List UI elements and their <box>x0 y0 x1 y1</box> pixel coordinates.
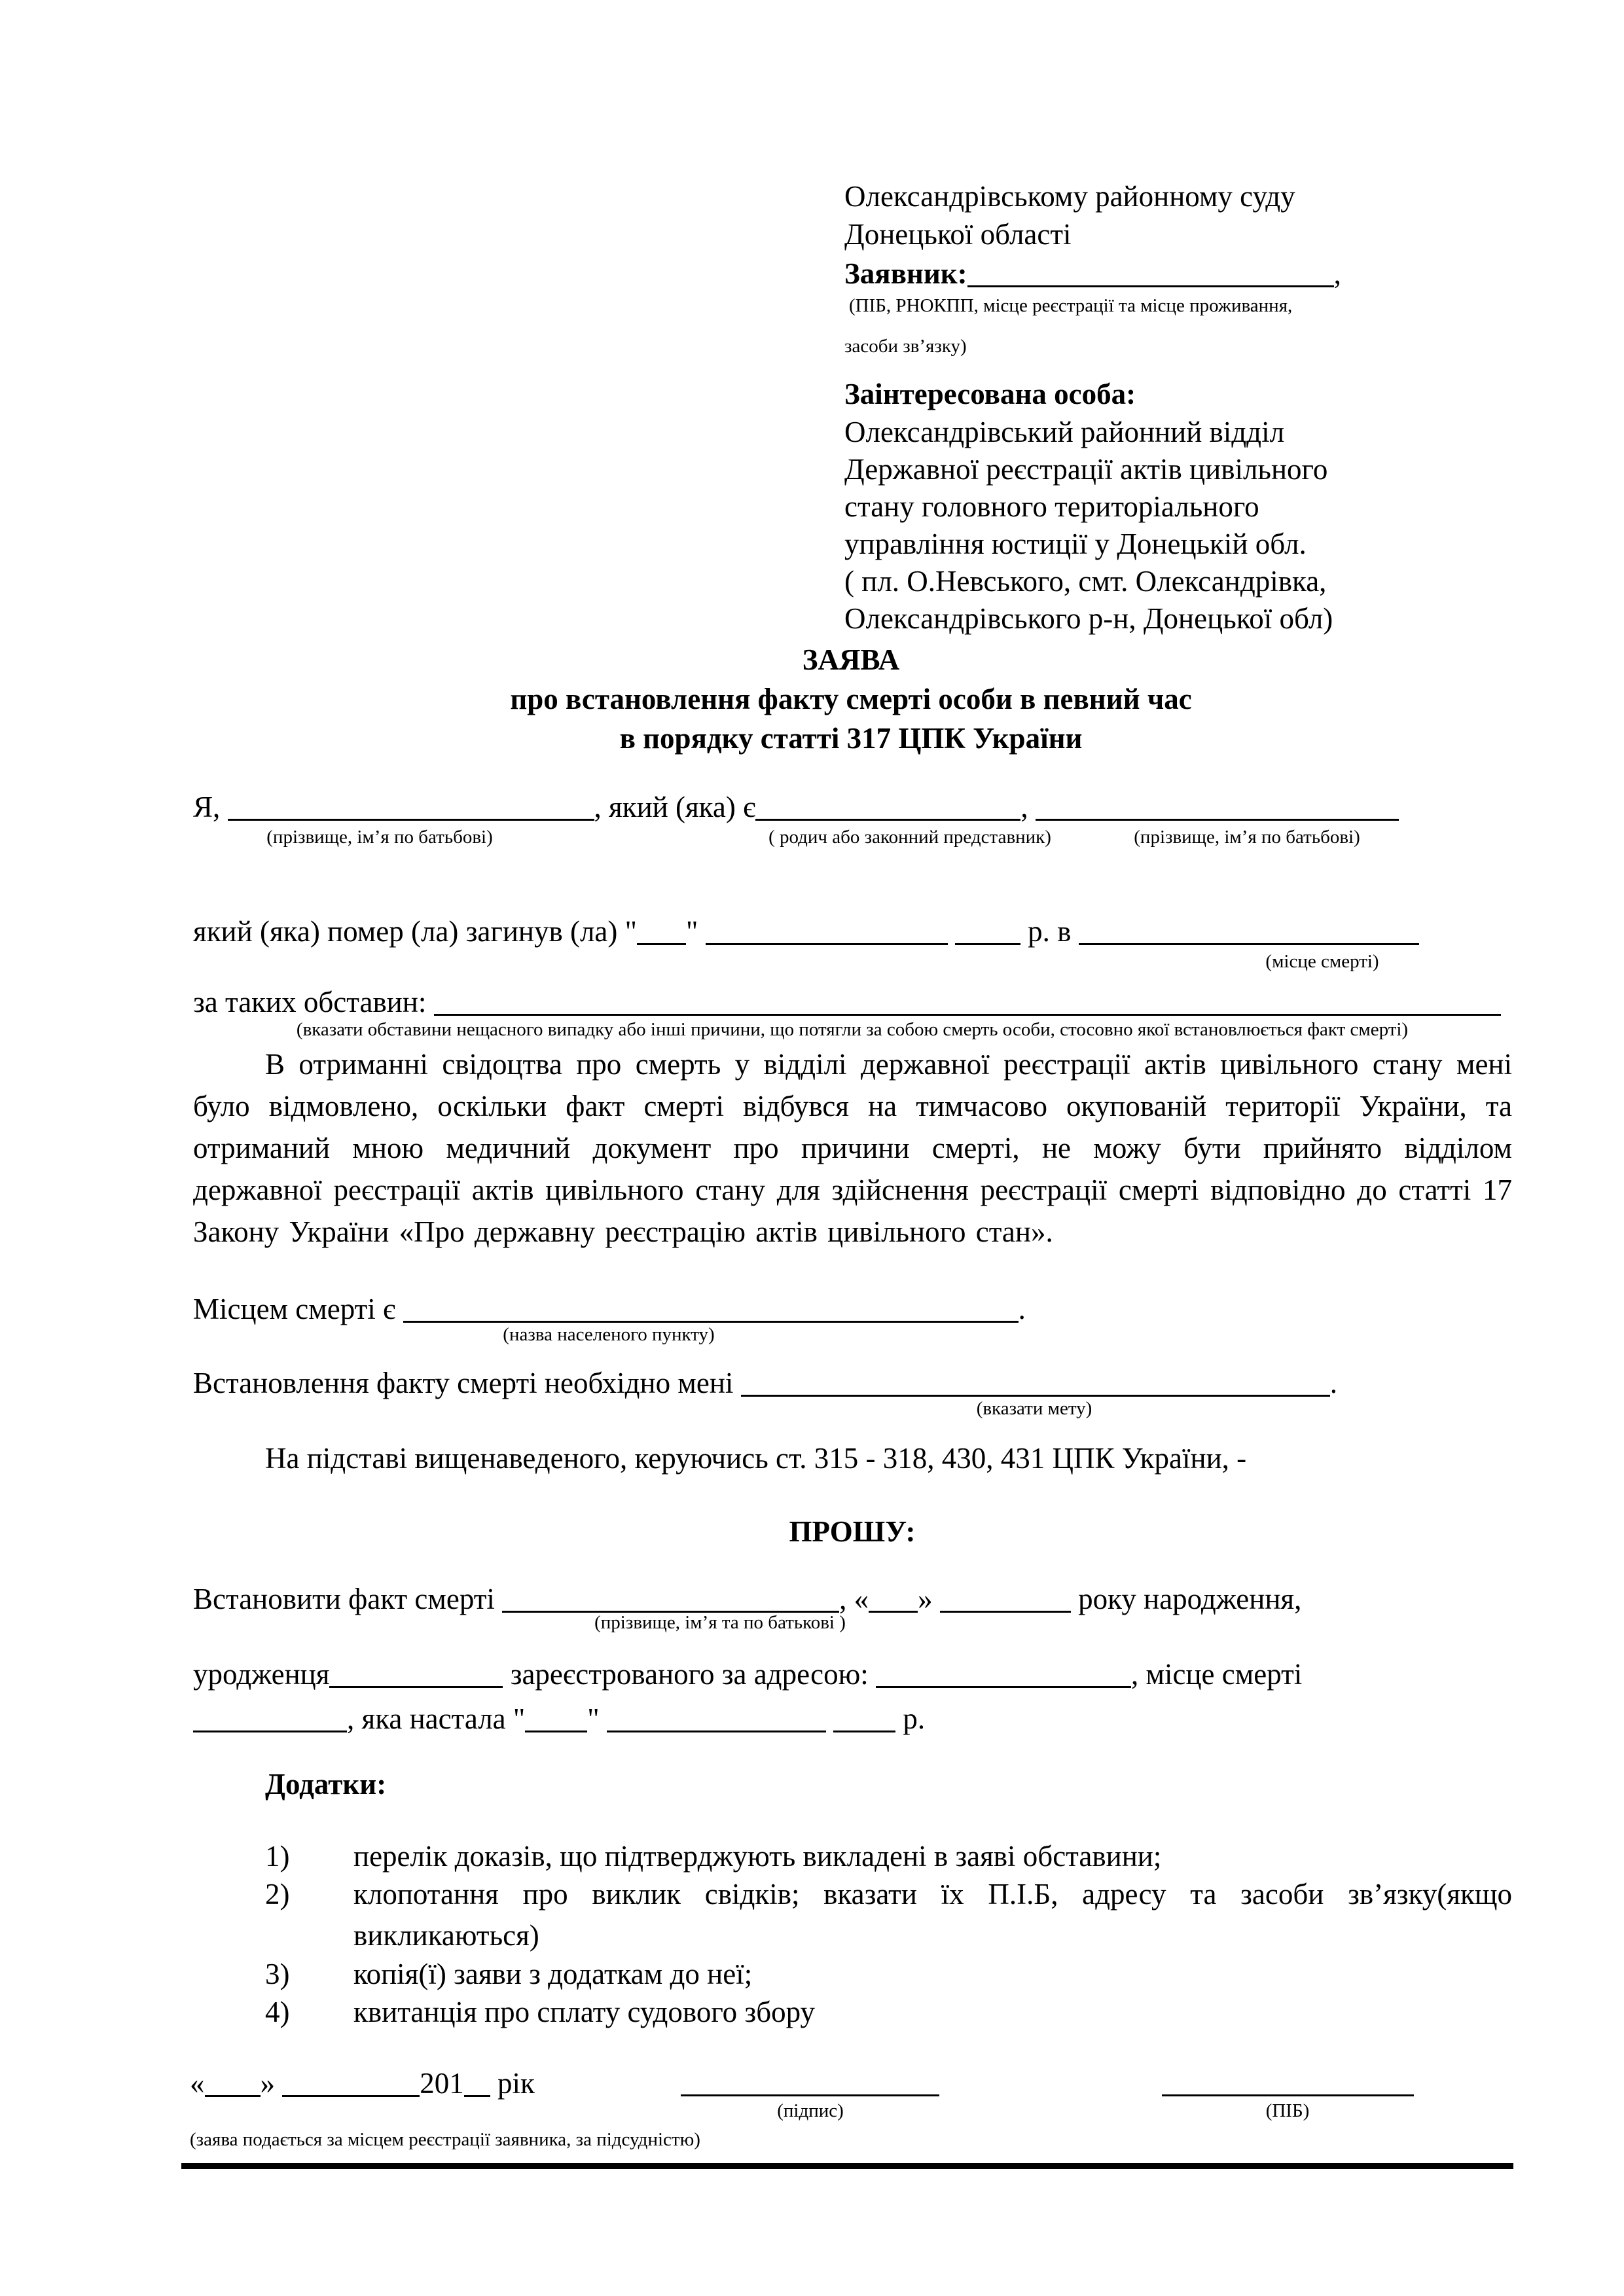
interested-line-5: ( пл. О.Невського, смт. Олександрівка, <box>844 565 1327 598</box>
footnote: (заява подається за місцем реєстрації заявника, за підсудністю) <box>190 2129 700 2150</box>
caption-purpose: (вказати мету) <box>976 1398 1092 1419</box>
interested-line-1: Олександрівський районний відділ <box>844 416 1285 448</box>
death-text-1: який (яка) помер (ла) загинув (ла) <box>193 915 618 948</box>
death-day-blank <box>637 914 686 945</box>
date-year-blank <box>464 2066 490 2097</box>
death-quote-close: " <box>686 915 698 948</box>
request3-quote-close: " <box>587 1702 600 1735</box>
interested-line-3: стану головного територіального <box>844 490 1259 523</box>
request3-text-2: р. <box>903 1702 926 1735</box>
intro-text-2: , який (яка) є <box>594 791 756 823</box>
request3-place-blank <box>193 1701 347 1732</box>
request1-text-1: Встановити факт смерті <box>193 1583 495 1615</box>
place-blank <box>403 1291 1019 1323</box>
date-line <box>190 2065 535 2102</box>
applicant-caption-line-2: засоби зв’язку) <box>844 336 967 357</box>
death-text-2: р. в <box>1028 915 1072 948</box>
request3-year-blank <box>833 1701 895 1732</box>
request1-text-2: , « <box>839 1583 869 1615</box>
attachment-text-1: перелік доказів, що підтверджують викладені в заяві обставини; <box>353 1840 1162 1873</box>
interested-line-2: Державної реєстрації актів цивільного <box>844 453 1328 486</box>
intro-text-1: Я, <box>193 791 221 823</box>
doc-title-line-1: ЗАЯВА <box>802 643 900 676</box>
applicant-name-blank <box>967 256 1334 287</box>
caption-circumstances: (вказати обставини нещасного випадку або інші причини, що потягли за собою смерть особи, стосовно якої встановлюється факт смерті) <box>296 1019 1409 1040</box>
date-year-suffix: рік <box>497 2067 535 2100</box>
legal-basis-line: На підставі вищенаведеного, керуючись ст. 315 - 318, 430, 431 ЦПК України, - <box>265 1442 1247 1475</box>
signature-blank <box>681 2094 939 2096</box>
applicant-caption-line-1: (ПІБ, РНОКПП, місце реєстрації та місце проживання, <box>849 295 1293 316</box>
request1-text-3: » <box>918 1583 933 1615</box>
circumstances-line <box>193 984 1501 1020</box>
caption-surname-2: (прізвище, ім’я по батьбові) <box>1134 827 1360 848</box>
request1-month-blank <box>940 1581 1071 1613</box>
interested-line-6: Олександрівського р-н, Донецької обл) <box>844 602 1333 635</box>
circumstances-blank <box>434 984 1501 1016</box>
intro-deceased-blank <box>1036 789 1399 821</box>
place-text: Місцем смерті є <box>193 1293 396 1325</box>
caption-death-place: (місце смерті) <box>1265 951 1379 972</box>
applicant-line <box>844 255 1341 292</box>
interested-person-label: Заінтересована особа: <box>844 378 1136 410</box>
place-of-death-line <box>193 1291 1026 1327</box>
request2-birthplace-blank <box>329 1657 503 1688</box>
court-name-line-1: Олександрівському районному суду <box>844 180 1295 213</box>
date-quote-close: » <box>260 2067 275 2100</box>
death-quote-open: " <box>624 915 638 948</box>
caption-settlement-name: (назва населеного пункту) <box>503 1324 715 1345</box>
request-line-3 <box>193 1700 925 1737</box>
caption-relation: ( родич або законний представник) <box>768 827 1051 848</box>
caption-surname-1: (прізвище, ім’я по батьбові) <box>266 827 493 848</box>
request2-text-2: зареєстрованого за адресою: <box>510 1658 869 1691</box>
request1-day-blank <box>869 1581 918 1613</box>
attachment-text-2: клопотання про виклик свідків; вказати їх П.І.Б, адресу та засоби зв’язку(якщо викликаються) <box>353 1878 1512 1952</box>
attachment-num-3: 3) <box>265 1958 290 1990</box>
request-heading: ПРОШУ: <box>789 1515 916 1548</box>
purpose-blank <box>741 1365 1330 1397</box>
attachment-text-3: копія(ї) заяви з додаткам до неї; <box>353 1958 753 1990</box>
doc-title-line-2: про встановлення факту смерті особи в певний час <box>510 683 1192 715</box>
applicant-label: Заявник: <box>844 257 967 290</box>
intro-relation-blank <box>755 789 1020 821</box>
request-line-2 <box>193 1656 1302 1693</box>
attachments-label: Додатки: <box>265 1768 387 1801</box>
request2-text-3: , місце смерті <box>1131 1658 1303 1691</box>
interested-line-4: управління юстиції у Донецькій обл. <box>844 528 1307 560</box>
death-year-blank <box>955 914 1020 945</box>
death-month-blank <box>706 914 948 945</box>
refusal-paragraph: В отриманні свідоцтва про смерть у відділі державної реєстрації актів цивільного стану мені було відмовлено, оскільки факт смерті відбувся на тимчасово окупованій території України, та отриманий мною медичний документ про причини смерті, не можу бути прийнято відділом державної реєстрації актів цивільного стану для здійснення реєстрації смерті відповідно до статті 17 Закону України «Про державну реєстрацію актів цивільного стан». <box>193 1048 1512 1248</box>
date-day-blank <box>205 2066 261 2097</box>
attachment-num-4: 4) <box>265 1996 290 2028</box>
purpose-dot: . <box>1329 1367 1337 1399</box>
attachment-item-3 <box>265 1954 1512 1995</box>
court-name-line-2: Донецької області <box>844 218 1072 251</box>
caption-signature: (підпис) <box>777 2100 844 2121</box>
doc-title-line-3: в порядку статті 317 ЦПК України <box>619 722 1083 755</box>
request1-text-4: року народження, <box>1078 1583 1302 1615</box>
attachment-text-4: квитанція про сплату судового збору <box>353 1996 816 2028</box>
attachment-num-2: 2) <box>265 1878 290 1910</box>
request3-quote-open: " <box>513 1702 526 1735</box>
request2-text-1: уродженця <box>193 1658 330 1691</box>
attachment-item-2 <box>265 1874 1512 1956</box>
request1-name-blank <box>502 1581 839 1613</box>
attachment-num-1: 1) <box>265 1840 290 1873</box>
intro-name-blank <box>228 789 594 821</box>
applicant-comma: , <box>1333 257 1341 290</box>
death-line <box>193 913 1419 950</box>
date-month-blank <box>282 2066 420 2097</box>
date-year-prefix: 201 <box>420 2067 464 2100</box>
purpose-line <box>193 1365 1337 1401</box>
fullname-blank <box>1162 2094 1414 2096</box>
attachment-item-1 <box>265 1836 1512 1877</box>
request2-address-blank <box>876 1657 1131 1688</box>
death-place-blank <box>1079 914 1419 945</box>
bottom-rule <box>181 2163 1513 2169</box>
intro-text-3: , <box>1020 791 1028 823</box>
intro-line <box>193 789 1399 825</box>
request3-text-1: , яка настала <box>347 1702 506 1735</box>
date-quote-open: « <box>190 2067 205 2100</box>
caption-request-name: (прізвище, ім’я та по батькові ) <box>594 1612 846 1633</box>
caption-fullname: (ПІБ) <box>1265 2100 1310 2121</box>
request3-month-blank <box>607 1701 826 1732</box>
purpose-text: Встановлення факту смерті необхідно мені <box>193 1367 734 1399</box>
request3-day-blank <box>525 1701 587 1732</box>
circumstances-label: за таких обставин: <box>193 986 427 1018</box>
attachment-item-4 <box>265 1992 1512 2033</box>
place-dot: . <box>1018 1293 1026 1325</box>
